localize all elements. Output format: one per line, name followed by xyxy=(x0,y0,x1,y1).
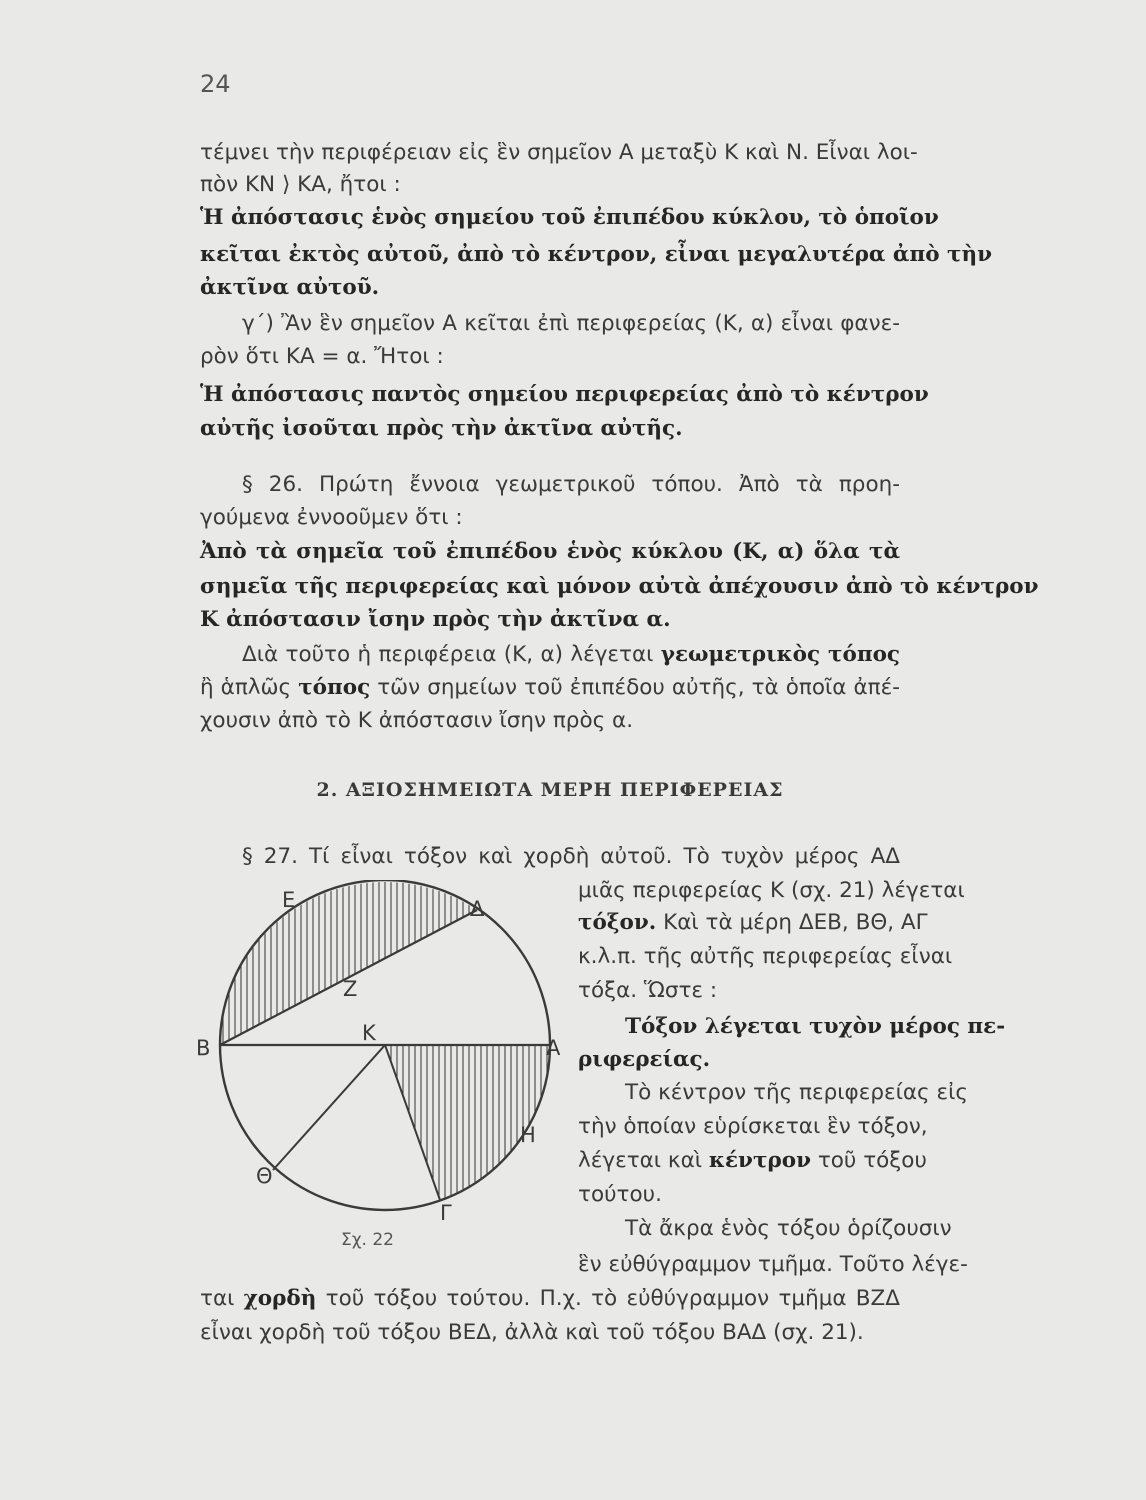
statement-line: σημεῖα τῆς περιφερείας καὶ μόνον αὐτὰ ἀπέχουσιν ἀπὸ τὸ κέντρον xyxy=(200,574,1039,599)
label-a: Α xyxy=(546,1036,561,1060)
statement-line: ριφερείας. xyxy=(578,1047,711,1072)
text-line: τέμνει τὴν περιφέρειαν εἰς ἓν σημεῖον Α μεταξὺ Κ καὶ Ν. Εἶναι λοι- xyxy=(200,140,918,165)
statement-line: ἀκτῖνα αὐτοῦ. xyxy=(200,275,380,300)
label-z: Ζ xyxy=(343,977,358,1001)
text-line: γούμενα ἐννοοῦμεν ὅτι : xyxy=(200,505,463,530)
term-locus: τόπος xyxy=(298,675,371,700)
text-line: κ.λ.π. τῆς αὐτῆς περιφερείας εἶναι xyxy=(578,944,953,969)
text-line: εἶναι χορδὴ τοῦ τόξου ΒΕΔ, ἀλλὰ καὶ τοῦ τόξου ΒΑΔ (σχ. 21). xyxy=(200,1320,864,1345)
statement-line: Ἡ ἀπόστασις παντὸς σημείου περιφερείας ἀπὸ τὸ κέντρον xyxy=(200,382,929,407)
text-line: τούτου. xyxy=(578,1182,662,1207)
label-delta: Δ xyxy=(470,897,485,921)
text-line: Τὸ κέντρον τῆς περιφερείας εἰς xyxy=(625,1080,969,1105)
text-line: ρὸν ὅτι ΚΑ = α. Ἤτοι : xyxy=(200,344,444,369)
text-line xyxy=(578,908,928,938)
text-segment: Διὰ τοῦτο ἡ περιφέρεια (Κ, α) λέγεται xyxy=(242,642,661,667)
statement-line: Ἀπὸ τὰ σημεῖα τοῦ ἐπιπέδου ἑνὸς κύκλου (Κ, α) ὅλα τὰ xyxy=(200,539,900,564)
term-geometric-locus: γεωμετρικὸς τόπος xyxy=(660,642,901,667)
statement-line: Τόξον λέγεται τυχὸν μέρος πε- xyxy=(625,1014,1006,1039)
text-line: Τὰ ἄκρα ἑνὸς τόξου ὁρίζουσιν xyxy=(625,1216,952,1241)
text-line: μιᾶς περιφερείας Κ (σχ. 21) λέγεται xyxy=(578,878,965,903)
section-heading: § 26. Πρώτη ἔννοια γεωμετρικοῦ τόπου. Ἀπὸ τὰ προη- xyxy=(242,472,900,497)
text-line: χουσιν ἀπὸ τὸ Κ ἀπόστασιν ἴσην πρὸς α. xyxy=(200,708,634,733)
label-h: Η xyxy=(520,1123,536,1147)
text-segment: ται xyxy=(200,1286,244,1311)
section-heading: § 27. Τί εἶναι τόξον καὶ χορδὴ αὐτοῦ. Τὸ τυχὸν μέρος ΑΔ xyxy=(242,844,900,869)
text-line: ἓν εὐθύγραμμον τμῆμα. Τοῦτο λέγε- xyxy=(578,1252,968,1277)
text-line: γ΄) Ἂν ἓν σημεῖον Α κεῖται ἐπὶ περιφερείας (Κ, α) εἶναι φανε- xyxy=(242,311,900,336)
label-gamma: Γ xyxy=(440,1201,452,1225)
hatched-segment xyxy=(220,882,477,1045)
text-line xyxy=(200,673,900,703)
text-segment: λέγεται καὶ xyxy=(578,1148,709,1173)
term-center: κέντρον xyxy=(708,1148,811,1173)
chapter-heading: 2. ΑΞΙΟΣΗΜΕΙΩΤΑ ΜΕΡΗ ΠΕΡΙΦΕΡΕΙΑΣ xyxy=(316,779,784,801)
text-line: τὴν ὁποίαν εὑρίσκεται ἓν τόξον, xyxy=(578,1114,928,1139)
page-number: 24 xyxy=(200,70,231,98)
text-segment: τοῦ τόξου τούτου. Π.χ. τὸ εὐθύγραμμον τμῆμα ΒΖΔ xyxy=(316,1286,900,1311)
figure-circle-arcs xyxy=(190,880,570,1260)
label-k: Κ xyxy=(362,1021,376,1045)
statement-line: αὐτῆς ἰσοῦται πρὸς τὴν ἀκτῖνα αὐτῆς. xyxy=(200,416,683,441)
statement-line: κεῖται ἐκτὸς αὐτοῦ, ἀπὸ τὸ κέντρον, εἶναι μεγαλυτέρα ἀπὸ τὴν xyxy=(200,242,993,267)
text-segment: τῶν σημείων τοῦ ἐπιπέδου αὐτῆς, τὰ ὁποῖα ἀπέ- xyxy=(370,675,900,700)
label-b: Β xyxy=(196,1036,211,1060)
radius-kth xyxy=(273,1045,385,1170)
statement-line: Ἡ ἀπόστασις ἑνὸς σημείου τοῦ ἐπιπέδου κύκλου, τὸ ὁποῖον xyxy=(200,205,939,230)
text-line: πὸν ΚΝ ⟩ ΚΑ, ἤτοι : xyxy=(200,172,401,197)
term-arc: τόξον. xyxy=(578,910,657,935)
text-segment: τοῦ τόξου xyxy=(811,1148,927,1173)
figure-caption: Σχ. 22 xyxy=(341,1230,395,1250)
term-chord: χορδὴ xyxy=(243,1286,317,1311)
text-line xyxy=(242,640,900,670)
text-line xyxy=(578,1146,927,1176)
text-segment: Καὶ τὰ μέρη ΔΕΒ, ΒΘ, ΑΓ xyxy=(656,910,928,935)
text-line xyxy=(200,1284,900,1314)
text-line: τόξα. Ὥστε : xyxy=(578,978,718,1003)
label-theta: Θ xyxy=(256,1164,273,1188)
text-segment: ἢ ἁπλῶς xyxy=(200,675,299,700)
label-e: Ε xyxy=(282,888,296,912)
statement-line: Κ ἀπόστασιν ἴσην πρὸς τὴν ἀκτῖνα α. xyxy=(200,607,671,632)
